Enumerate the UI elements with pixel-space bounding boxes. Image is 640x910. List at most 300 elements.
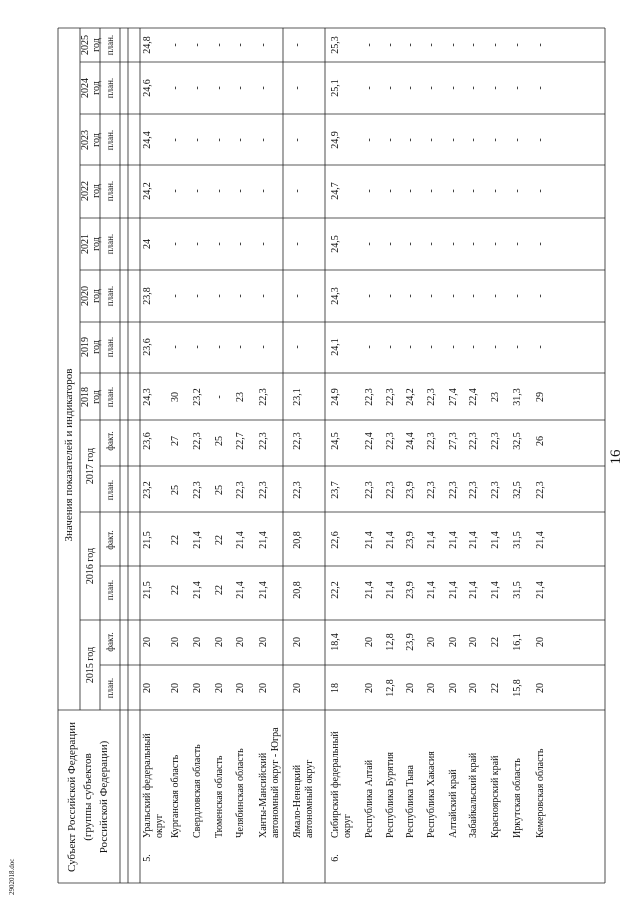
table-cell: 22 xyxy=(170,535,181,545)
table-cell: - xyxy=(468,86,479,90)
table-cell: - xyxy=(468,345,479,349)
row-name: Кемеровская область xyxy=(535,748,546,838)
table-cell: 23,6 xyxy=(142,432,153,450)
table-cell: - xyxy=(235,138,246,142)
table-cell: 22,3 xyxy=(490,481,501,499)
table-cell: - xyxy=(214,138,225,142)
table-cell: - xyxy=(258,345,269,349)
table-cell: 22,3 xyxy=(364,481,375,499)
table-cell: 22 xyxy=(490,637,501,647)
plan-fact-label: факт. xyxy=(105,431,115,451)
table-cell: - xyxy=(535,43,546,47)
table-cell: 31,5 xyxy=(512,581,523,599)
table-cell: 26 xyxy=(535,436,546,446)
year-header: 2015 год xyxy=(85,646,96,684)
table-cell: - xyxy=(448,242,459,246)
table-cell: - xyxy=(235,86,246,90)
table-cell: - xyxy=(512,86,523,90)
table-cell: 22,3 xyxy=(292,432,303,450)
year-header: 2024 xyxy=(80,78,91,98)
row-name: Республика Бурятия xyxy=(385,751,396,838)
table-cell: - xyxy=(535,86,546,90)
table-cell: 18,4 xyxy=(330,633,341,651)
row-name: Ямало-Ненецкий xyxy=(292,764,303,838)
row-name: Красноярский край xyxy=(490,755,501,838)
table-cell: 24,7 xyxy=(330,182,341,200)
table-cell: 20 xyxy=(468,683,479,693)
table-cell: 21,4 xyxy=(192,531,203,549)
year-header-suffix: год xyxy=(91,340,102,354)
table-cell: - xyxy=(448,345,459,349)
table-cell: - xyxy=(192,189,203,193)
table-cell: - xyxy=(405,189,416,193)
year-header-suffix: год xyxy=(91,81,102,95)
table-cell: 29 xyxy=(535,392,546,402)
year-header: 2017 год xyxy=(85,447,96,485)
row-number: 5. xyxy=(142,854,153,862)
table-cell: - xyxy=(170,86,181,90)
table-cell: - xyxy=(512,345,523,349)
table-cell: 22,3 xyxy=(385,388,396,406)
plan-fact-label: план. xyxy=(105,233,115,255)
table-cell: 20 xyxy=(426,683,437,693)
table-cell: - xyxy=(468,242,479,246)
table-cell: - xyxy=(490,189,501,193)
table-cell: 24,1 xyxy=(330,338,341,356)
row-name: Курганская область xyxy=(170,754,181,838)
table-cell: - xyxy=(385,189,396,193)
table-cell: 24,9 xyxy=(330,388,341,406)
table-cell: 21,4 xyxy=(385,531,396,549)
year-header: 2020 xyxy=(80,286,91,306)
year-header: 2023 xyxy=(80,130,91,150)
table-cell: 21,4 xyxy=(468,581,479,599)
plan-fact-label: план. xyxy=(105,677,115,699)
table-cell: - xyxy=(405,294,416,298)
row-name: Сибирский федеральный xyxy=(330,731,341,838)
year-header: 2016 год xyxy=(85,547,96,585)
table-cell: 22 xyxy=(490,683,501,693)
table-cell: 21,5 xyxy=(142,581,153,599)
table-cell: 22,3 xyxy=(468,481,479,499)
table-cell: - xyxy=(364,242,375,246)
table-cell: 25 xyxy=(214,436,225,446)
year-header: 2025 xyxy=(80,35,91,55)
table-cell: 20 xyxy=(170,637,181,647)
table-cell: - xyxy=(490,242,501,246)
table-cell: - xyxy=(364,86,375,90)
table-cell: 23 xyxy=(235,392,246,402)
table-cell: 22,7 xyxy=(235,432,246,450)
table-cell: - xyxy=(292,86,303,90)
table-cell: - xyxy=(364,345,375,349)
plan-fact-label: план. xyxy=(105,129,115,151)
table-cell: 24,4 xyxy=(405,432,416,450)
table-cell: 32,5 xyxy=(512,481,523,499)
table-cell: 25 xyxy=(214,485,225,495)
table-cell: 20 xyxy=(426,637,437,647)
table-cell: 20 xyxy=(535,637,546,647)
row-name: Иркутская область xyxy=(512,758,523,838)
table-cell: 22,3 xyxy=(385,432,396,450)
year-header-suffix: год xyxy=(91,38,102,52)
table-cell: 20 xyxy=(292,637,303,647)
table-cell: 23,1 xyxy=(292,388,303,406)
table-cell: 20 xyxy=(448,637,459,647)
table-cell: 20 xyxy=(235,683,246,693)
table-cell: - xyxy=(258,138,269,142)
table-cell: - xyxy=(292,242,303,246)
table-cell: 22,3 xyxy=(385,481,396,499)
table-cell: - xyxy=(364,138,375,142)
table-cell: - xyxy=(405,345,416,349)
table-cell: 21,4 xyxy=(235,581,246,599)
plan-fact-label: факт. xyxy=(105,530,115,550)
table-cell: - xyxy=(385,43,396,47)
table-cell: - xyxy=(170,242,181,246)
row-name: Республика Тыва xyxy=(405,765,416,838)
row-name: Ханты-Мансийский xyxy=(258,752,269,838)
subject-header-line: (группы субъектов xyxy=(82,753,94,841)
table-cell: - xyxy=(214,294,225,298)
table-cell: 23,7 xyxy=(330,481,341,499)
table-cell: 22,3 xyxy=(426,388,437,406)
table-cell: - xyxy=(258,242,269,246)
year-header-suffix: год xyxy=(91,289,102,303)
table-cell: 22 xyxy=(170,585,181,595)
table-cell: - xyxy=(426,189,437,193)
table-cell: 21,4 xyxy=(364,531,375,549)
row-name: Свердловская область xyxy=(192,744,203,838)
table-cell: - xyxy=(214,43,225,47)
table-cell: 21,4 xyxy=(448,531,459,549)
page-number: 16 xyxy=(608,449,624,465)
table-cell: - xyxy=(448,189,459,193)
table-cell: 21,4 xyxy=(490,531,501,549)
table-cell: - xyxy=(448,86,459,90)
table-cell: - xyxy=(192,86,203,90)
table-cell: 23,8 xyxy=(142,287,153,305)
table-cell: - xyxy=(490,43,501,47)
table-cell: 21,4 xyxy=(364,581,375,599)
table-cell: 20 xyxy=(192,683,203,693)
table-cell: 22,3 xyxy=(292,481,303,499)
table-cell: 23,9 xyxy=(405,581,416,599)
plan-fact-label: план. xyxy=(105,34,115,56)
table-cell: 24,3 xyxy=(330,287,341,305)
year-header: 2021 xyxy=(80,234,91,254)
table-cell: 12,8 xyxy=(385,679,396,697)
plan-fact-label: план. xyxy=(105,336,115,358)
table-cell: 22,3 xyxy=(468,432,479,450)
plan-fact-label: план. xyxy=(105,77,115,99)
table-cell: 20 xyxy=(535,683,546,693)
table-cell: - xyxy=(385,242,396,246)
table-cell: - xyxy=(512,138,523,142)
table-cell: - xyxy=(405,242,416,246)
year-header-suffix: год xyxy=(91,184,102,198)
table-cell: 20 xyxy=(258,683,269,693)
table-cell: - xyxy=(385,86,396,90)
year-header-suffix: год xyxy=(91,133,102,147)
table-cell: 21,4 xyxy=(258,531,269,549)
subject-header-line: Российской Федерации) xyxy=(98,740,110,854)
table-cell: 22,3 xyxy=(490,432,501,450)
table-cell: 24,3 xyxy=(142,388,153,406)
table-cell: 22,3 xyxy=(426,432,437,450)
table-cell: - xyxy=(426,86,437,90)
table-cell: 23,9 xyxy=(405,633,416,651)
table-cell: 21,4 xyxy=(490,581,501,599)
table-cell: 24,2 xyxy=(405,388,416,406)
row-name: округ xyxy=(154,814,165,838)
table-cell: - xyxy=(490,86,501,90)
table-cell: 20 xyxy=(170,683,181,693)
table-cell: - xyxy=(426,294,437,298)
table-cell: - xyxy=(405,86,416,90)
table-cell: 23,9 xyxy=(405,531,416,549)
table-cell: 22,4 xyxy=(364,432,375,450)
table-cell: - xyxy=(214,86,225,90)
table-cell: - xyxy=(448,43,459,47)
year-header: 2019 xyxy=(80,337,91,357)
table-cell: 22,3 xyxy=(192,481,203,499)
table-cell: 24,6 xyxy=(142,79,153,97)
table-cell: 27,4 xyxy=(448,388,459,406)
table-cell: - xyxy=(512,43,523,47)
table-cell: 20 xyxy=(235,637,246,647)
row-name: Республика Хакасия xyxy=(426,751,437,838)
table-cell: 22 xyxy=(214,535,225,545)
table-cell: - xyxy=(385,138,396,142)
table-cell: 24,4 xyxy=(142,131,153,149)
table-cell: 22,3 xyxy=(192,432,203,450)
table-cell: 20 xyxy=(292,683,303,693)
table-cell: 24,8 xyxy=(142,36,153,54)
table-cell: - xyxy=(535,189,546,193)
table-cell: 20,8 xyxy=(292,531,303,549)
row-name: Республика Алтай xyxy=(364,759,375,838)
table-cell: 20 xyxy=(448,683,459,693)
table-cell: - xyxy=(512,294,523,298)
table-cell: 23,2 xyxy=(142,481,153,499)
table-cell: - xyxy=(170,189,181,193)
row-name: Забайкальский край xyxy=(468,752,479,838)
table-cell: - xyxy=(448,294,459,298)
row-name: автономный округ - Югра xyxy=(270,727,281,838)
year-header-suffix: год xyxy=(91,390,102,404)
table-cell: - xyxy=(512,242,523,246)
table-cell: - xyxy=(170,345,181,349)
table-cell: - xyxy=(235,43,246,47)
year-header: 2018 xyxy=(80,387,91,407)
table-cell: 30 xyxy=(170,392,181,402)
table-cell: - xyxy=(235,345,246,349)
table-cell: - xyxy=(535,242,546,246)
row-name: автономный округ xyxy=(304,759,315,838)
table-cell: - xyxy=(292,138,303,142)
table-cell: 24 xyxy=(142,239,153,249)
plan-fact-label: план. xyxy=(105,386,115,408)
table-cell: - xyxy=(192,43,203,47)
row-name: Тюменская область xyxy=(214,755,225,838)
table-cell: 16,1 xyxy=(512,633,523,651)
table-cell: - xyxy=(405,138,416,142)
table-cell: 27,3 xyxy=(448,432,459,450)
table-cell: 20 xyxy=(364,637,375,647)
table-cell: - xyxy=(170,43,181,47)
table-cell: - xyxy=(170,294,181,298)
table-cell: 12,8 xyxy=(385,633,396,651)
table-cell: - xyxy=(535,345,546,349)
table-cell: 20 xyxy=(142,683,153,693)
table-cell: 32,5 xyxy=(512,432,523,450)
table-cell: 20 xyxy=(214,683,225,693)
table-cell: 21,4 xyxy=(235,531,246,549)
table-cell: 20 xyxy=(214,637,225,647)
table-cell: 23,9 xyxy=(405,481,416,499)
plan-fact-label: план. xyxy=(105,285,115,307)
table-cell: - xyxy=(214,189,225,193)
table-cell: 20 xyxy=(468,637,479,647)
table-cell: 24,5 xyxy=(330,432,341,450)
table-cell: 20 xyxy=(364,683,375,693)
table-cell: - xyxy=(385,345,396,349)
row-name: Алтайский край xyxy=(448,769,459,838)
table-cell: - xyxy=(385,294,396,298)
table-cell: 25,1 xyxy=(330,79,341,97)
table-cell: - xyxy=(364,43,375,47)
table-cell: 23,2 xyxy=(192,388,203,406)
table-cell: - xyxy=(192,242,203,246)
table-cell: 22,3 xyxy=(426,481,437,499)
table-cell: - xyxy=(426,242,437,246)
table-cell: - xyxy=(292,345,303,349)
table-cell: 21,4 xyxy=(468,531,479,549)
table-cell: - xyxy=(405,43,416,47)
table-cell: 31,3 xyxy=(512,388,523,406)
table-cell: - xyxy=(426,345,437,349)
table-cell: 21,4 xyxy=(426,531,437,549)
table-cell: 20 xyxy=(192,637,203,647)
subject-header-line: Субъект Российской Федерации xyxy=(66,722,78,872)
table-cell: - xyxy=(292,43,303,47)
table-cell: 20 xyxy=(405,683,416,693)
table-cell: 22,3 xyxy=(535,481,546,499)
table-cell: - xyxy=(448,138,459,142)
table-cell: 31,5 xyxy=(512,531,523,549)
table-cell: 20 xyxy=(142,637,153,647)
table-cell: 22,6 xyxy=(330,531,341,549)
table-cell: 22,3 xyxy=(235,481,246,499)
table-cell: - xyxy=(468,138,479,142)
table-cell: - xyxy=(235,294,246,298)
table-cell: - xyxy=(214,395,225,399)
table-cell: 20 xyxy=(258,637,269,647)
table-cell: 24,5 xyxy=(330,235,341,253)
table-cell: - xyxy=(292,294,303,298)
table-cell: - xyxy=(468,294,479,298)
table-cell: - xyxy=(364,189,375,193)
table-cell: - xyxy=(258,86,269,90)
table-cell: 21,4 xyxy=(192,581,203,599)
plan-fact-label: план. xyxy=(105,180,115,202)
plan-fact-label: план. xyxy=(105,479,115,501)
table-cell: - xyxy=(214,242,225,246)
table-cell: 21,4 xyxy=(385,581,396,599)
table-cell: - xyxy=(192,138,203,142)
table-cell: 22,3 xyxy=(448,481,459,499)
table-cell: - xyxy=(426,43,437,47)
table-cell: - xyxy=(258,43,269,47)
table-cell: 25 xyxy=(170,485,181,495)
table-cell: - xyxy=(490,345,501,349)
table-cell: 21,5 xyxy=(142,531,153,549)
table-cell: 23 xyxy=(490,392,501,402)
table-cell: - xyxy=(258,294,269,298)
table-cell: 21,4 xyxy=(535,531,546,549)
table-cell: 22 xyxy=(214,585,225,595)
year-header: 2022 xyxy=(80,181,91,201)
table-cell: - xyxy=(235,242,246,246)
table-cell: - xyxy=(192,294,203,298)
table-cell: 22,3 xyxy=(364,388,375,406)
table-cell: - xyxy=(192,345,203,349)
footer-code: 2902018.doc xyxy=(8,858,16,895)
table-cell: 23,6 xyxy=(142,338,153,356)
table-cell: 24,9 xyxy=(330,131,341,149)
table-cell: 27 xyxy=(170,436,181,446)
table-cell: - xyxy=(535,294,546,298)
row-name: Челябинская область xyxy=(235,748,246,838)
table-cell: 22,2 xyxy=(330,581,341,599)
table-cell: 21,4 xyxy=(535,581,546,599)
plan-fact-label: факт. xyxy=(105,632,115,652)
table-cell: 21,4 xyxy=(426,581,437,599)
row-number: 6. xyxy=(330,854,341,862)
table-cell: 24,2 xyxy=(142,182,153,200)
table-cell: 22,4 xyxy=(468,388,479,406)
row-name: Уральский федеральный xyxy=(142,733,153,838)
table-cell: - xyxy=(535,138,546,142)
row-name: округ xyxy=(342,814,353,838)
table-cell: - xyxy=(490,138,501,142)
table-cell: 25,3 xyxy=(330,36,341,54)
table-cell: - xyxy=(214,345,225,349)
table-cell: 21,4 xyxy=(448,581,459,599)
table-cell: - xyxy=(258,189,269,193)
table-cell: 20,8 xyxy=(292,581,303,599)
table-cell: - xyxy=(512,189,523,193)
table-cell: - xyxy=(292,189,303,193)
plan-fact-label: план. xyxy=(105,579,115,601)
table-cell: 15,8 xyxy=(512,679,523,697)
table-cell: - xyxy=(170,138,181,142)
table-cell: - xyxy=(468,43,479,47)
table-cell: 22,3 xyxy=(258,388,269,406)
table-cell: 22,3 xyxy=(258,432,269,450)
table-cell: - xyxy=(364,294,375,298)
table-cell: 21,4 xyxy=(258,581,269,599)
table-cell: 18 xyxy=(330,683,341,693)
table-cell: - xyxy=(468,189,479,193)
values-group-header: Значения показателей и индикаторов xyxy=(63,368,75,542)
table-cell: - xyxy=(426,138,437,142)
table-cell: 22,3 xyxy=(258,481,269,499)
table-cell: - xyxy=(235,189,246,193)
table-cell: - xyxy=(490,294,501,298)
year-header-suffix: год xyxy=(91,237,102,251)
